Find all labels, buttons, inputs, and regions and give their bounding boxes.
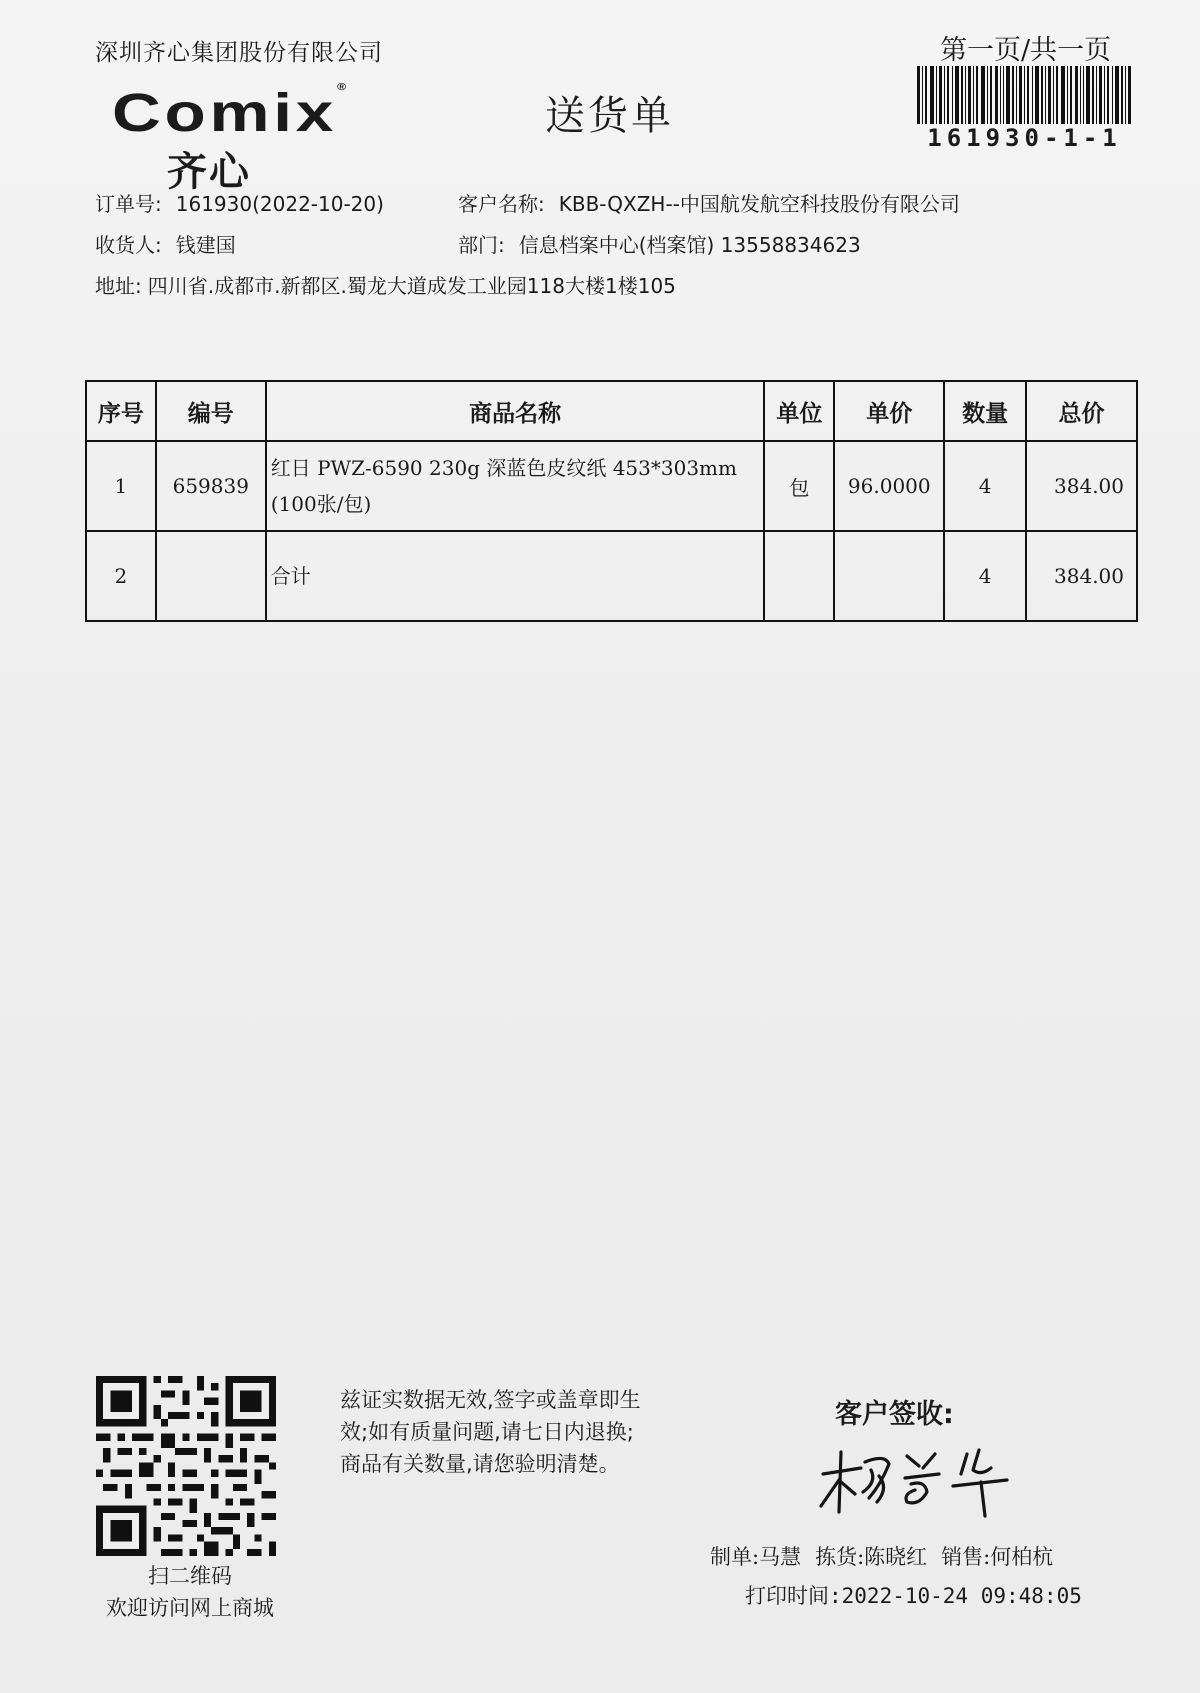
col-header-seq: 序号 — [86, 381, 156, 441]
cell-product-name — [266, 531, 765, 621]
cell-price — [834, 531, 944, 621]
signature-label: 客户签收: — [835, 1399, 954, 1430]
barcode — [917, 66, 1132, 124]
cell-total: 384.00 — [1026, 531, 1137, 621]
table-row — [86, 441, 1137, 531]
maker: 制单:马慧 — [710, 1545, 802, 1569]
cell-seq: 2 — [86, 531, 156, 621]
cell-code — [156, 531, 266, 621]
qr-caption — [80, 1560, 300, 1624]
cell-qty: 4 — [944, 441, 1026, 531]
customer-name — [458, 188, 960, 217]
product-name-line2: (100张/包) — [270, 492, 372, 516]
receiver-value: 钱建国 — [175, 233, 236, 257]
customer-label: 客户名称: — [458, 192, 545, 216]
address — [95, 270, 676, 299]
cell-code: 659839 — [156, 441, 266, 531]
print-time: 打印时间:2022-10-24 09:48:05 — [745, 1584, 1082, 1608]
notice-line2: 效;如有质量问题,请七日内退换; — [340, 1420, 634, 1444]
notice-line3: 商品有关数量,请您验明清楚。 — [340, 1452, 620, 1476]
qr-code — [96, 1376, 276, 1556]
company-name: 深圳齐心集团股份有限公司 — [95, 40, 383, 66]
cell-unit — [764, 531, 834, 621]
page-indicator: 第一页/共一页 — [940, 35, 1112, 66]
handwritten-signature — [815, 1440, 1015, 1520]
cell-total: 384.00 — [1026, 441, 1137, 531]
items-table — [85, 380, 1138, 622]
customer-value: KBB-QXZH--中国航发航空科技股份有限公司 — [558, 192, 960, 216]
col-header-name: 商品名称 — [266, 381, 765, 441]
document-title: 送货单 — [545, 93, 674, 139]
notice-text — [340, 1384, 740, 1480]
logo-chinese: 齐心 — [167, 149, 251, 195]
cell-product-name — [266, 441, 765, 531]
order-value: 161930(2022-10-20) — [175, 192, 384, 216]
col-header-qty: 数量 — [944, 381, 1026, 441]
order-number — [95, 188, 384, 217]
cell-price: 96.0000 — [834, 441, 944, 531]
dept-value: 信息档案中心(档案馆) 13558834623 — [518, 233, 861, 257]
department — [458, 229, 861, 258]
table-row — [86, 531, 1137, 621]
address-label: 地址: — [95, 274, 142, 298]
table-header-row — [86, 381, 1137, 441]
address-value: 四川省.成都市.新都区.蜀龙大道成发工业园118大楼1楼105 — [147, 274, 676, 298]
qr-caption-line2: 欢迎访问网上商城 — [106, 1596, 274, 1620]
notice-line1: 兹证实数据无效,签字或盖章即生 — [340, 1388, 641, 1412]
logo-comix: Comix® — [112, 82, 351, 143]
sales: 销售:何柏杭 — [941, 1545, 1054, 1569]
cell-seq: 1 — [86, 441, 156, 531]
qr-caption-line1: 扫二维码 — [148, 1564, 232, 1588]
receiver-label: 收货人: — [95, 233, 162, 257]
product-name-line1: 合计 — [270, 564, 311, 588]
picker: 拣货:陈晓红 — [815, 1545, 928, 1569]
col-header-price: 单价 — [834, 381, 944, 441]
staff-line — [710, 1541, 1053, 1571]
dept-label: 部门: — [458, 233, 505, 257]
col-header-code: 编号 — [156, 381, 266, 441]
receiver — [95, 229, 236, 258]
cell-unit: 包 — [764, 441, 834, 531]
barcode-number: 161930-1-1 — [927, 124, 1122, 152]
order-label: 订单号: — [95, 192, 162, 216]
col-header-total: 总价 — [1026, 381, 1137, 441]
product-name-line1: 红日 PWZ-6590 230g 深蓝色皮纹纸 453*303mm — [270, 456, 737, 480]
col-header-unit: 单位 — [764, 381, 834, 441]
cell-qty: 4 — [944, 531, 1026, 621]
